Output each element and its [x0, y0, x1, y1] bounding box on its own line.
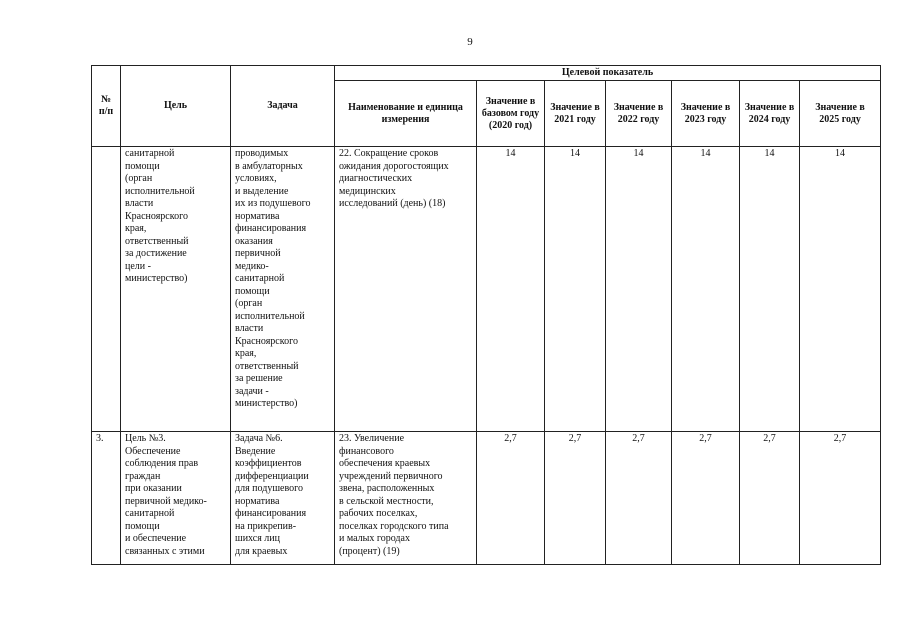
header-goal: Цель [121, 66, 231, 147]
base-value-cell: 14 [477, 147, 545, 432]
header-2025: Значение в 2025 году [800, 81, 881, 147]
value-2022-cell: 2,7 [606, 432, 672, 565]
value-2023-cell: 2,7 [672, 432, 740, 565]
header-target-indicator: Целевой показатель [335, 66, 881, 81]
value-2024-cell: 14 [740, 147, 800, 432]
value-2021-cell: 14 [545, 147, 606, 432]
value-2025-cell: 2,7 [800, 432, 881, 565]
header-2021: Значение в 2021 году [545, 81, 606, 147]
value-2021-cell: 2,7 [545, 432, 606, 565]
value-2022-cell: 14 [606, 147, 672, 432]
header-2023: Значение в 2023 году [672, 81, 740, 147]
header-task: Задача [231, 66, 335, 147]
task-cell: проводимых в амбулаторных условиях, и выделение их из подушевого норматива финансирования оказания первичной медико- санитарной помощи (орган исполнительной власти Красноярского края, ответственный за решение задачи - министерство) [231, 147, 335, 432]
target-indicators-table [91, 65, 881, 565]
row-num [92, 147, 121, 432]
table-row [92, 432, 881, 565]
indicator-cell: 22. Сокращение сроков ожидания дорогостоящих диагностических медицинских исследований (день) (18) [335, 147, 477, 432]
page-number: 9 [467, 36, 473, 48]
header-num: № п/п [92, 66, 121, 147]
header-indicator-name: Наименование и единица измерения [335, 81, 477, 147]
goal-cell: Цель №3. Обеспечение соблюдения прав граждан при оказании первичной медико- санитарной помощи и обеспечение связанных с этими [121, 432, 231, 565]
row-num: 3. [92, 432, 121, 565]
base-value-cell: 2,7 [477, 432, 545, 565]
value-2023-cell: 14 [672, 147, 740, 432]
goal-cell: санитарной помощи (орган исполнительной власти Красноярского края, ответственный за достижение цели - министерство) [121, 147, 231, 432]
table-header-row [92, 66, 881, 81]
header-2024: Значение в 2024 году [740, 81, 800, 147]
indicator-cell: 23. Увеличение финансового обеспечения краевых учреждений первичного звена, расположенных в сельской местности, рабочих поселках, поселках городского типа и малых городах (процент) (19) [335, 432, 477, 565]
value-2024-cell: 2,7 [740, 432, 800, 565]
header-base-value: Значение в базовом году (2020 год) [477, 81, 545, 147]
task-cell: Задача №6. Введение коэффициентов дифференциации для подушевого норматива финансирования на прикрепив- шихся лиц для краевых [231, 432, 335, 565]
table-row [92, 147, 881, 432]
header-2022: Значение в 2022 году [606, 81, 672, 147]
value-2025-cell: 14 [800, 147, 881, 432]
